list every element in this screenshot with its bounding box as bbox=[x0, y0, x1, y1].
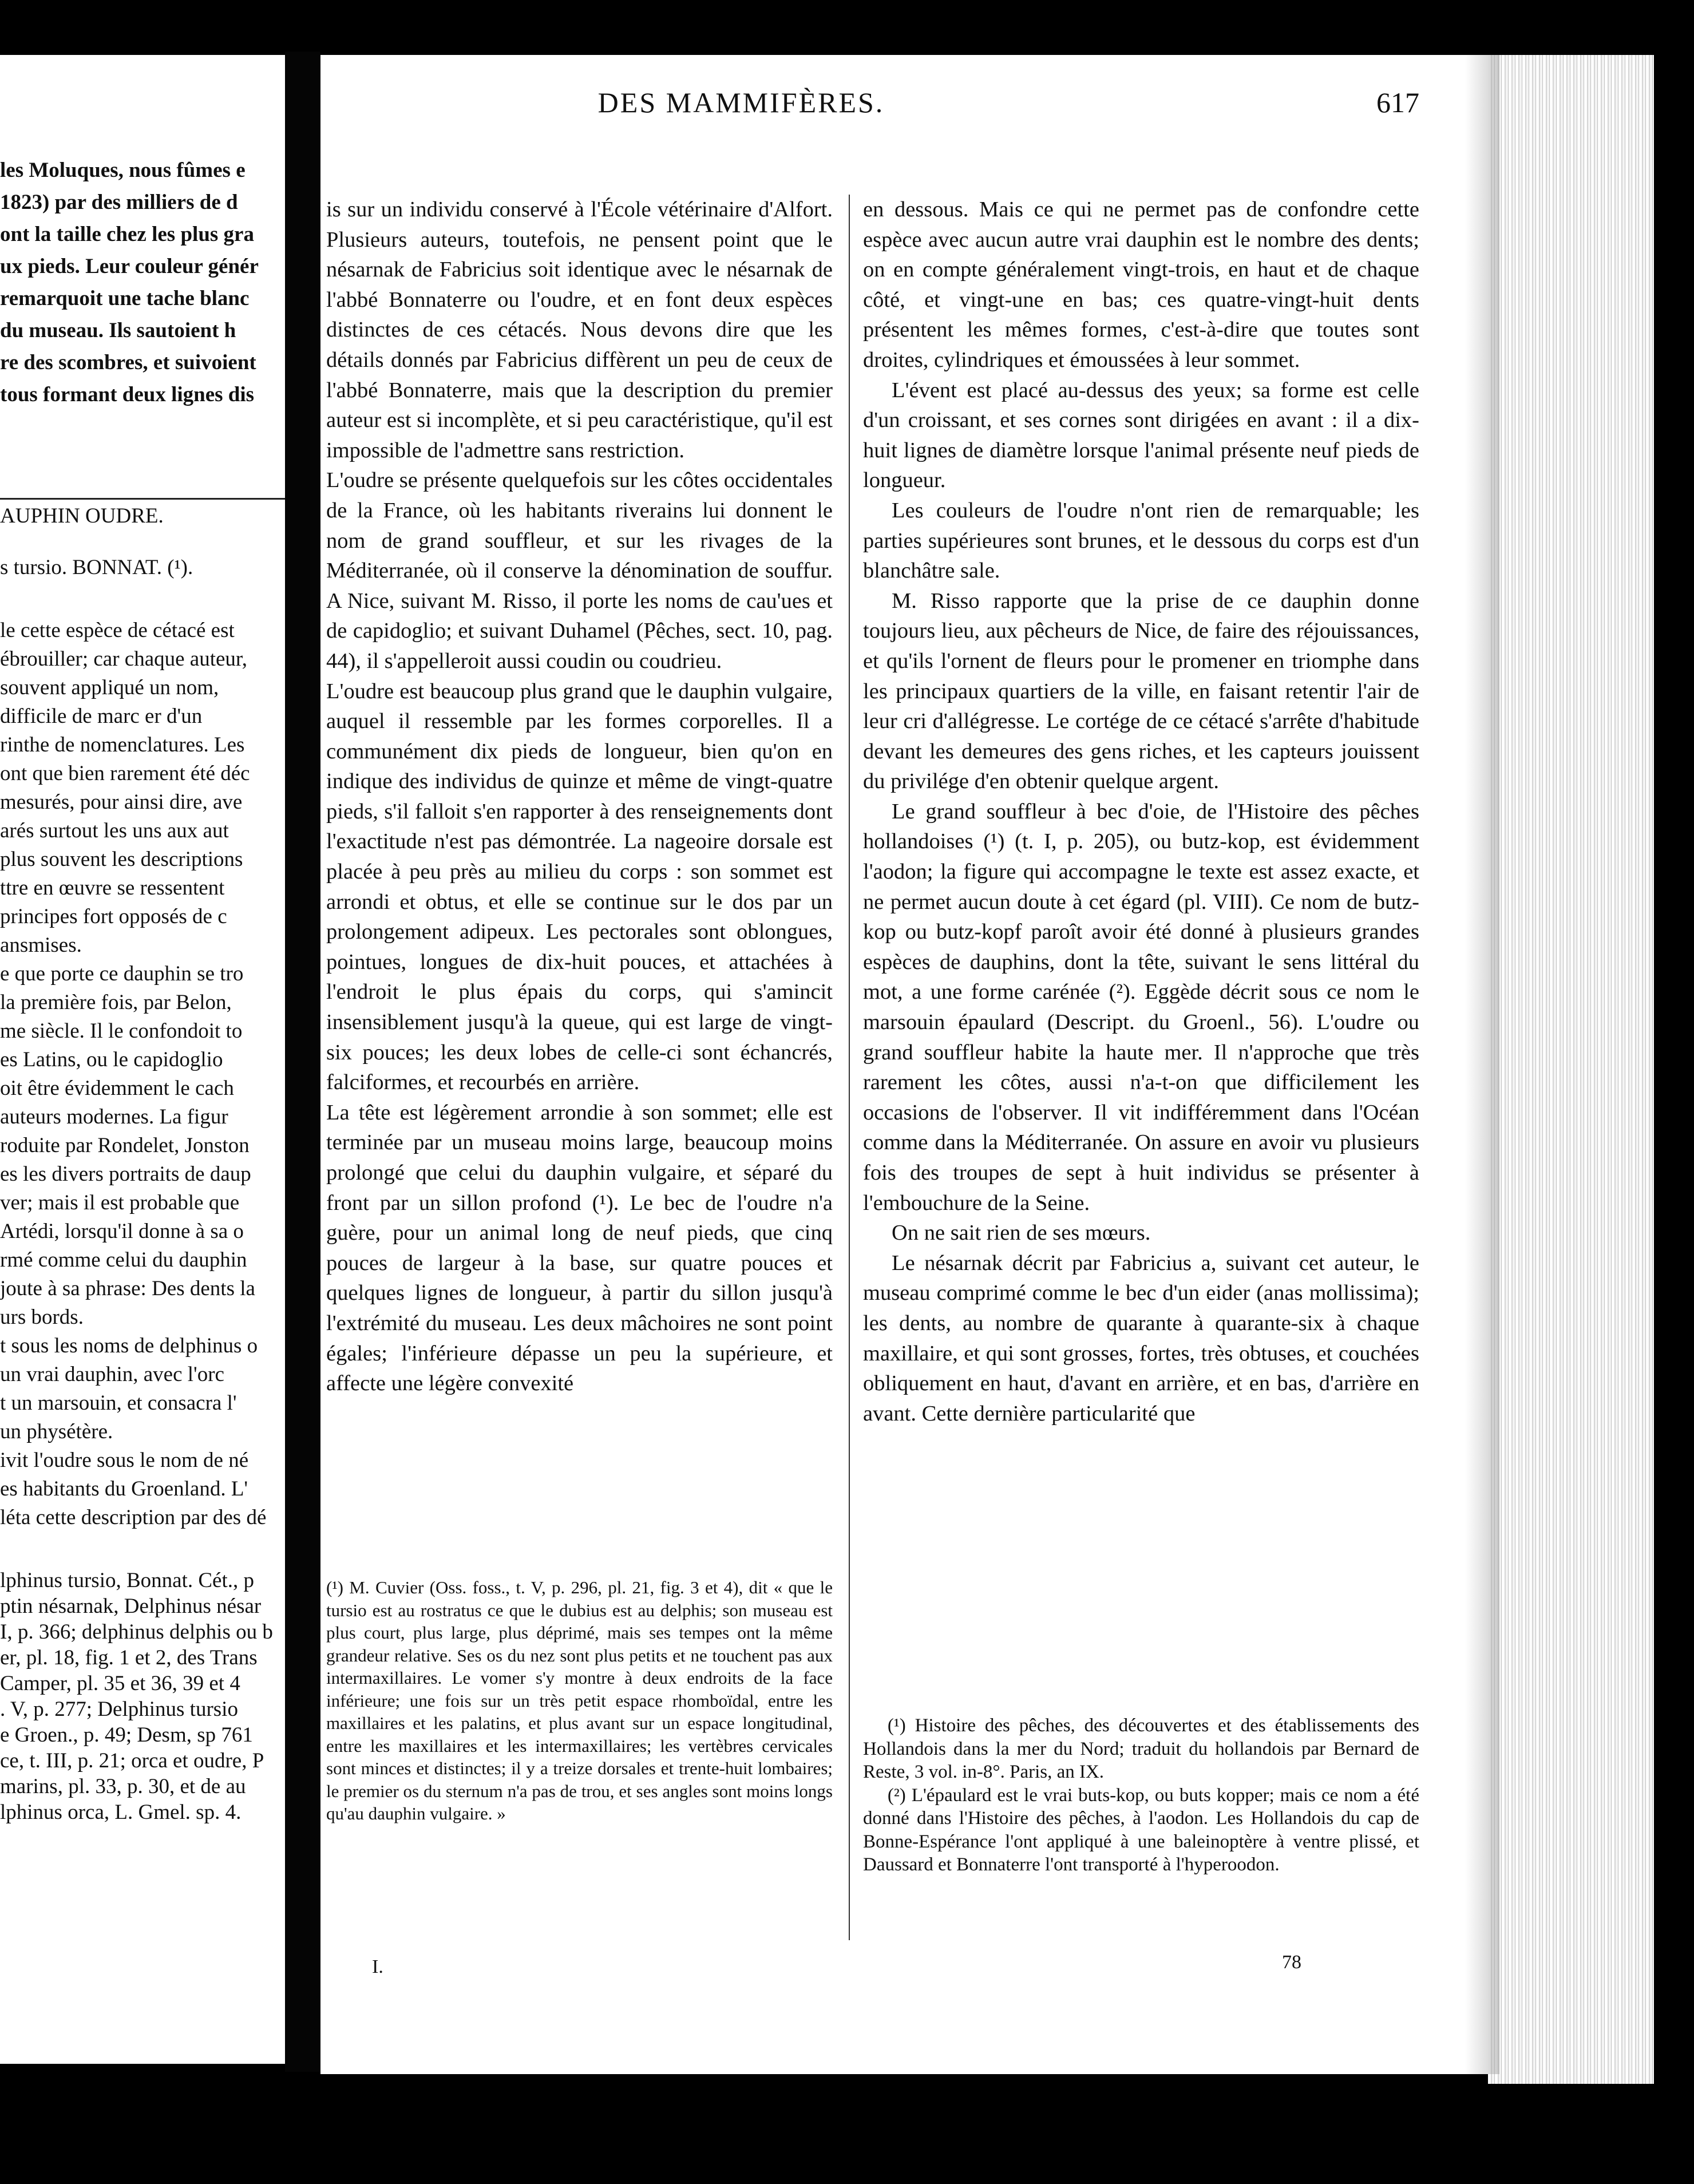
paragraph: Le grand souffleur à bec d'oie, de l'Histoire des pêches hollandoises (¹) (t. I, p. 205), ou butz-kop, est évidemment l'aodon; la figure qui accompagne le texte est assez exacte, et ne permet aucun doute à cet égard (pl. VIII). Ce nom de butz-kop ou butz-kopf paroît avoir été donné à plusieurs grandes espèces de dauphins, dont la tête, suivant le sens littéral du mot, a une forme carénée (²). Eggède décrit sous ce nom le marsouin épaulard (Descript. du Groenl., 56). L'oudre ou grand souffleur habite la haute mer. Il n'approche que très rarement les côtes, aussi n'a-t-on que difficilement les occasions de l'observer. Il vit indifféremment dans l'Océan comme dans la Méditerranée. On assure en avoir vu plusieurs fois des troupes de sept à huit individus se présenter à l'embouchure de la Seine. bbox=[863, 799, 1419, 1215]
left-page-line: AUPHIN OUDRE. bbox=[0, 504, 164, 528]
left-page-line: 1823) par des milliers de d bbox=[0, 191, 238, 214]
left-page-line: ver; mais il est probable que bbox=[0, 1191, 240, 1214]
section-divider bbox=[0, 498, 285, 500]
left-page-line: ivit l'oudre sous le nom de né bbox=[0, 1449, 249, 1472]
left-page-line: rmé comme celui du dauphin bbox=[0, 1248, 247, 1272]
left-page-line: souvent appliqué un nom, bbox=[0, 676, 219, 699]
paragraph: en dessous. Mais ce qui ne permet pas de confondre cette espèce avec aucun autre vrai dauphin est le nombre des dents; on en compte généralement vingt-trois, en haut et de chaque côté, et vingt-une en bas; ces quatre-vingt-huit dents présentent les mêmes formes, c'est-à-dire que toutes sont droites, cylindriques et émoussées à leur sommet. bbox=[863, 197, 1419, 372]
left-page-line: marins, pl. 33, p. 30, et de au bbox=[0, 1775, 246, 1798]
left-column bbox=[326, 195, 833, 1399]
left-page-line: ttre en œuvre se ressentent bbox=[0, 876, 225, 900]
left-page-line: ont que bien rarement été déc bbox=[0, 762, 250, 785]
left-page-line: tous formant deux lignes dis bbox=[0, 383, 255, 406]
left-page-line: me siècle. Il le confondoit to bbox=[0, 1019, 243, 1043]
right-column bbox=[863, 195, 1419, 1429]
left-page-line: oit être évidemment le cach bbox=[0, 1077, 234, 1100]
right-column-footnotes bbox=[863, 1714, 1419, 1877]
signature-mark-volume: I. bbox=[372, 1956, 383, 1977]
left-page-line: lphinus orca, L. Gmel. sp. 4. bbox=[0, 1801, 242, 1824]
paragraph: L'évent est placé au-dessus des yeux; sa forme est celle d'un croissant, et ses cornes sont dirigées en avant : il a dix-huit lignes de diamètre lorsque l'animal présente neuf pieds de longueur. bbox=[863, 378, 1419, 493]
left-page-line: rinthe de nomenclatures. Les bbox=[0, 733, 245, 757]
left-page-line: . V, p. 277; Delphinus tursio bbox=[0, 1698, 238, 1721]
left-page-line: ont la taille chez les plus gra bbox=[0, 223, 254, 246]
left-page-line: les Moluques, nous fûmes e bbox=[0, 159, 246, 182]
left-page-line: lphinus tursio, Bonnat. Cét., p bbox=[0, 1569, 254, 1592]
left-page-line: urs bords. bbox=[0, 1305, 84, 1329]
running-head: DES MAMMIFÈRES. bbox=[597, 86, 885, 118]
paragraph: On ne sait rien de ses mœurs. bbox=[892, 1221, 1151, 1245]
left-column-footnote bbox=[326, 1576, 833, 1825]
paragraph: La tête est légèrement arrondie à son sommet; elle est terminée par un museau moins large, beaucoup moins prolongé que celui du dauphin vulgaire, et séparé du front par un sillon profond (¹). Le bec de l'oudre n'a guère, pour un animal long de neuf pieds, que cinq pouces de largeur à la base, sur quatre pouces et quelques lignes de longueur, à partir du sillon jusqu'à l'extrémité du museau. Les deux mâchoires ne sont point égales; l'inférieure dépasse un peu la supérieure, et affecte une légère convexité bbox=[326, 1100, 833, 1396]
left-page-line: ptin nésarnak, Delphinus nésar bbox=[0, 1595, 262, 1618]
left-page-line: un vrai dauphin, avec l'orc bbox=[0, 1363, 224, 1386]
left-page-line: remarquoit une tache blanc bbox=[0, 287, 250, 310]
left-page-line: es les divers portraits de daup bbox=[0, 1162, 251, 1186]
column-rule bbox=[849, 195, 850, 1940]
left-page-line: e Groen., p. 49; Desm, sp 761 bbox=[0, 1723, 253, 1747]
page-edges bbox=[1488, 55, 1654, 2084]
left-page-line: la première fois, par Belon, bbox=[0, 991, 232, 1014]
left-page-line: es Latins, ou le capidoglio bbox=[0, 1048, 223, 1071]
left-page-line: ansmises. bbox=[0, 933, 82, 957]
left-page-line: principes fort opposés de c bbox=[0, 905, 227, 928]
left-page-line: joute à sa phrase: Des dents la bbox=[0, 1277, 255, 1300]
left-page-line: Camper, pl. 35 et 36, 39 et 4 bbox=[0, 1672, 240, 1695]
left-page-line: s tursio. BONNAT. (¹). bbox=[0, 556, 193, 579]
left-page-line: plus souvent les descriptions bbox=[0, 848, 243, 871]
left-page bbox=[0, 55, 285, 2064]
left-page-line: le cette espèce de cétacé est bbox=[0, 619, 235, 642]
left-page-line: er, pl. 18, fig. 1 et 2, des Trans bbox=[0, 1646, 258, 1669]
left-page-line: roduite par Rondelet, Jonston bbox=[0, 1134, 250, 1157]
book-gutter bbox=[285, 52, 320, 2072]
paragraph: M. Risso rapporte que la prise de ce dauphin donne toujours lieu, aux pêcheurs de Nice, de faire des réjouissances, et qu'ils l'ornent de fleurs pour le promener en triomphe dans les principaux quartiers de la ville, en faisant retentir l'air de leur cri d'allégresse. Le cortége de ce cétacé s'arrête d'habitude devant les demeures des gens riches, et les capteurs jouissent du privilége d'en obtenir quelque argent. bbox=[863, 588, 1419, 794]
paragraph: L'oudre est beaucoup plus grand que le dauphin vulgaire, auquel il ressemble par les formes corporelles. Il a communément dix pieds de longueur, bien qu'on en indique des individus de quinze et même de vingt-quatre pieds, s'il falloit s'en rapporter à des renseignements dont l'exactitude n'est pas démontrée. La nageoire dorsale est placée à peu près au milieu du corps : son sommet est arrondi et obtus, et elle se continue sur le dos par un prolongement adipeux. Les pectorales sont oblongues, pointues, longues de dix-huit pouces, et attachées à l'endroit le plus épais du corps, qui s'amincit insensiblement jusqu'à la queue, qui est large de vingt-six pouces; les deux lobes de celle-ci sont échancrés, falciformes, et recourbés en arrière. bbox=[326, 679, 833, 1095]
left-page-line: difficile de marc er d'un bbox=[0, 705, 203, 728]
paragraph: L'oudre se présente quelquefois sur les côtes occidentales de la France, où les habitants riverains lui donnent le nom de grand souffleur, et sur les rivages de la Méditerranée, où il conserve la dénomination de souffur. A Nice, suivant M. Risso, il porte les noms de cau'ues et de capidoglio; et suivant Duhamel (Pêches, sect. 10, pag. 44), il s'appelleroit aussi coudin ou coudrieu. bbox=[326, 468, 833, 673]
left-page-line: du museau. Ils sautoient h bbox=[0, 319, 236, 342]
footnote: (¹) Histoire des pêches, des découvertes et des établissements des Hollandois dans la mer du Nord; traduit du hollandois par Bernard de Reste, 3 vol. in-8°. Paris, an IX. bbox=[863, 1715, 1419, 1782]
left-page-line: ébrouiller; car chaque auteur, bbox=[0, 647, 248, 671]
left-page-line: es habitants du Groenland. L' bbox=[0, 1477, 248, 1501]
footnote: (¹) M. Cuvier (Oss. foss., t. V, p. 296, pl. 21, fig. 3 et 4), dit « que le tursio est au rostratus ce que le dubius est au delphis; son museau est plus court, plus large, plus déprimé, mais ses tempes ont la même grandeur relative. Ses os du nez sont plus petits et ne touchent pas aux intermaxillaires. Le vomer s'y montre à deux endroits de la face inférieure; une fois sur un très petit espace rhomboïdal, entre les maxillaires et les palatins, et plus avant sur un espace longitudinal, entre les maxillaires et les intermaxillaires; les vertèbres cervicales sont minces et distinctes; il y a treize dorsales et trente-huit lombaires; le premier os du sternum n'a pas de trou, et ses angles sont moins longs qu'au dauphin vulgaire. » bbox=[326, 1577, 833, 1823]
footnote: (²) L'épaulard est le vrai buts-kop, ou buts kopper; mais ce nom a été donné dans l'Histoire des pêches, à l'aodon. Les Hollandois du cap de Bonne-Espérance l'ont appliqué à une baleinoptère à ventre plissé, et Daussard et Bonnaterre l'ont transporté à l'hyperoodon. bbox=[863, 1785, 1419, 1875]
left-page-line: auteurs modernes. La figur bbox=[0, 1105, 228, 1129]
left-page-line: e que porte ce dauphin se tro bbox=[0, 962, 244, 986]
left-page-line: re des scombres, et suivoient bbox=[0, 351, 256, 374]
left-page-line: t sous les noms de delphinus o bbox=[0, 1334, 258, 1358]
paragraph: Le nésarnak décrit par Fabricius a, suivant cet auteur, le museau comprimé comme le bec d'un eider (anas mollissima); les dents, au nombre de quarante à quarante-six à chaque maxillaire, et qui sont grosses, fortes, très obtuses, et couchées obliquement en haut, d'avant en arrière, et en bas, d'arrière en avant. Cette dernière particularité que bbox=[863, 1251, 1419, 1426]
left-page-line: mesurés, pour ainsi dire, ave bbox=[0, 790, 243, 814]
paragraph: Les couleurs de l'oudre n'ont rien de remarquable; les parties supérieures sont brunes, et le dessous du corps est d'un blanchâtre sale. bbox=[863, 498, 1419, 583]
left-page-line: un physétère. bbox=[0, 1420, 113, 1443]
left-page-line: léta cette description par des dé bbox=[0, 1506, 267, 1529]
signature-mark-sheet: 78 bbox=[1282, 1952, 1301, 1973]
left-page-line: Artédi, lorsqu'il donne à sa o bbox=[0, 1220, 244, 1243]
left-page-line: ux pieds. Leur couleur génér bbox=[0, 255, 259, 278]
page-edge-shadow bbox=[1465, 55, 1499, 2074]
left-page-line: arés surtout les uns aux aut bbox=[0, 819, 229, 842]
paragraph: is sur un individu conservé à l'École vétérinaire d'Alfort. Plusieurs auteurs, toutefois, ne pensent point que le nésarnak de Fabricius soit identique avec le nésarnak de l'abbé Bonnaterre ou l'oudre, et en font deux espèces distinctes de ces cétacés. Nous devons dire que les détails donnés par Fabricius diffèrent un peu de ceux de l'abbé Bonnaterre, mais que la description du premier auteur est si incomplète, et si peu caractéristique, qu'il est impossible de l'admettre sans restriction. bbox=[326, 197, 833, 462]
left-page-line: I, p. 366; delphinus delphis ou b bbox=[0, 1620, 273, 1644]
page-number: 617 bbox=[1376, 86, 1419, 118]
left-page-line: ce, t. III, p. 21; orca et oudre, P bbox=[0, 1749, 264, 1772]
left-page-line: t un marsouin, et consacra l' bbox=[0, 1391, 237, 1415]
